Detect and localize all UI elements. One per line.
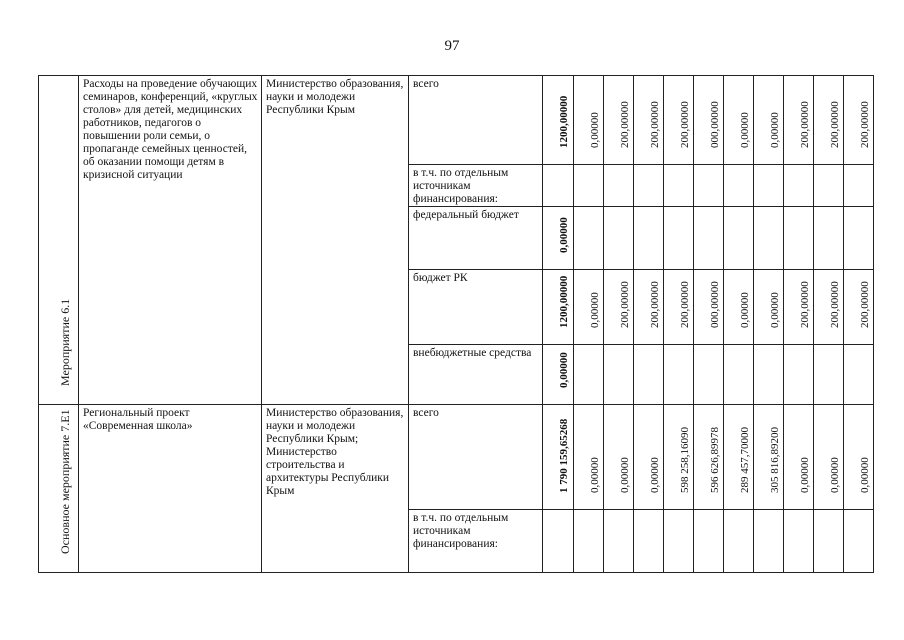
year-value-cell (814, 270, 844, 345)
year-value-cell (784, 405, 814, 510)
total-cell (543, 345, 574, 405)
year-value: 598 258,16090 (678, 427, 691, 493)
year-value-cell (844, 270, 874, 345)
year-value: 0,00000 (588, 292, 601, 328)
year-value: 200,00000 (858, 101, 871, 148)
year-value-cell (694, 76, 724, 165)
year-value-cell (694, 510, 724, 573)
year-value-cell (574, 270, 604, 345)
year-value-cell (754, 510, 784, 573)
year-value: 0,00000 (618, 457, 631, 493)
year-value-cell (634, 207, 664, 270)
funding-source-cell (409, 405, 543, 510)
year-value-cell (814, 345, 844, 405)
year-value-cell (724, 405, 754, 510)
year-value-cell (664, 165, 694, 207)
year-value-cell (784, 76, 814, 165)
year-value: 200,00000 (648, 281, 661, 328)
row-label-cell (39, 405, 79, 573)
year-value: 200,00000 (618, 281, 631, 328)
year-value-cell (574, 76, 604, 165)
year-value: 0,00000 (738, 292, 751, 328)
year-value-cell (784, 207, 814, 270)
funding-source-cell (409, 76, 543, 165)
year-value-cell (754, 270, 784, 345)
year-value-cell (754, 76, 784, 165)
year-value-cell (604, 405, 634, 510)
total-value: 0,00000 (558, 217, 570, 253)
year-value-cell (844, 207, 874, 270)
year-value-cell (724, 345, 754, 405)
year-value: 200,00000 (798, 281, 811, 328)
year-value-cell (574, 510, 604, 573)
year-value-cell (814, 76, 844, 165)
row-label: Мероприятие 6.1 (57, 298, 72, 386)
year-value: 200,00000 (678, 281, 691, 328)
year-value-cell (724, 76, 754, 165)
description-cell (79, 76, 262, 405)
total-cell (543, 405, 574, 510)
executor-cell (262, 405, 409, 573)
year-value: 200,00000 (618, 101, 631, 148)
year-value: 0,00000 (828, 457, 841, 493)
year-value-cell (694, 270, 724, 345)
year-value-cell (664, 76, 694, 165)
year-value-cell (724, 510, 754, 573)
row-label-cell (39, 76, 79, 405)
year-value: 0,00000 (588, 112, 601, 148)
year-value: 200,00000 (798, 101, 811, 148)
executor-text: Министерство образования, науки и молодежи Республики Крым (266, 78, 404, 116)
year-value-cell (814, 165, 844, 207)
row-label: Основное мероприятие 7.Е1 (57, 409, 72, 554)
year-value: 000,00000 (708, 281, 721, 328)
year-value-cell (574, 345, 604, 405)
total-cell (543, 270, 574, 345)
year-value-cell (664, 345, 694, 405)
year-value-cell (604, 207, 634, 270)
funding-source-cell (409, 345, 543, 405)
total-cell (543, 510, 574, 573)
year-value: 0,00000 (588, 457, 601, 493)
total-cell (543, 76, 574, 165)
executor-text: Министерство образования, науки и молодежи Республики Крым; Министерство строительства и архитектуры Республики Крым (266, 407, 404, 497)
year-value-cell (604, 165, 634, 207)
description-text: Расходы на проведение обучающих семинаров, конференций, «круглых столов» для детей, медицинских работников, педагогов о повышении роли семьи, о пропаганде семейных ценностей, об оказании помощи детям в кризисной ситуации (83, 78, 258, 181)
year-value-cell (694, 165, 724, 207)
year-value: 200,00000 (828, 101, 841, 148)
year-value-cell (664, 510, 694, 573)
funding-source-label: бюджет РК (413, 272, 468, 284)
funding-source-label: в т.ч. по отдельным источникам финансирования: (413, 512, 509, 550)
year-value: 200,00000 (648, 101, 661, 148)
year-value: 200,00000 (678, 101, 691, 148)
total-value: 1200,00000 (558, 275, 570, 328)
year-value-cell (574, 165, 604, 207)
total-cell (543, 165, 574, 207)
year-value-cell (634, 270, 664, 345)
year-value-cell (784, 510, 814, 573)
year-value: 200,00000 (828, 281, 841, 328)
year-value-cell (814, 405, 844, 510)
budget-table (38, 75, 874, 573)
year-value: 0,00000 (798, 457, 811, 493)
page-number: 97 (444, 38, 460, 54)
description-text: Региональный проект «Современная школа» (83, 407, 193, 432)
total-value: 0,00000 (558, 352, 570, 388)
year-value-cell (694, 207, 724, 270)
year-value-cell (634, 165, 664, 207)
year-value: 0,00000 (858, 457, 871, 493)
year-value-cell (574, 207, 604, 270)
year-value: 0,00000 (738, 112, 751, 148)
total-value: 1 790 159,65268 (558, 418, 570, 493)
table-row (39, 405, 874, 510)
year-value-cell (844, 405, 874, 510)
year-value-cell (784, 270, 814, 345)
year-value: 200,00000 (858, 281, 871, 328)
year-value-cell (694, 405, 724, 510)
funding-source-cell (409, 207, 543, 270)
funding-source-label: всего (413, 78, 439, 90)
year-value-cell (634, 345, 664, 405)
total-cell (543, 207, 574, 270)
funding-source-label: всего (413, 407, 439, 419)
year-value-cell (604, 345, 634, 405)
funding-source-cell (409, 510, 543, 573)
year-value-cell (754, 165, 784, 207)
year-value-cell (634, 405, 664, 510)
year-value-cell (664, 207, 694, 270)
funding-source-cell (409, 165, 543, 207)
year-value-cell (754, 405, 784, 510)
funding-source-label: федеральный бюджет (413, 209, 519, 221)
year-value-cell (754, 207, 784, 270)
year-value-cell (634, 510, 664, 573)
funding-source-label: внебюджетные средства (413, 347, 532, 359)
funding-source-label: в т.ч. по отдельным источникам финансирования: (413, 167, 509, 205)
funding-source-cell (409, 270, 543, 345)
year-value: 596 626,89978 (708, 427, 721, 493)
year-value-cell (664, 270, 694, 345)
table-row (39, 76, 874, 165)
year-value-cell (724, 165, 754, 207)
year-value-cell (784, 165, 814, 207)
year-value-cell (844, 76, 874, 165)
year-value: 305 816,89200 (768, 427, 781, 493)
year-value-cell (634, 76, 664, 165)
year-value-cell (724, 270, 754, 345)
description-cell (79, 405, 262, 573)
year-value: 0,00000 (648, 457, 661, 493)
year-value-cell (814, 510, 844, 573)
year-value-cell (844, 165, 874, 207)
year-value-cell (814, 207, 844, 270)
year-value: 0,00000 (768, 112, 781, 148)
year-value: 289 457,70000 (738, 427, 751, 493)
year-value-cell (604, 76, 634, 165)
total-value: 1200,00000 (558, 95, 570, 148)
year-value-cell (694, 345, 724, 405)
year-value-cell (604, 270, 634, 345)
year-value-cell (664, 405, 694, 510)
year-value: 0,00000 (768, 292, 781, 328)
year-value: 000,00000 (708, 101, 721, 148)
year-value-cell (574, 405, 604, 510)
executor-cell (262, 76, 409, 405)
year-value-cell (724, 207, 754, 270)
year-value-cell (844, 510, 874, 573)
year-value-cell (604, 510, 634, 573)
year-value-cell (754, 345, 784, 405)
year-value-cell (844, 345, 874, 405)
year-value-cell (784, 345, 814, 405)
